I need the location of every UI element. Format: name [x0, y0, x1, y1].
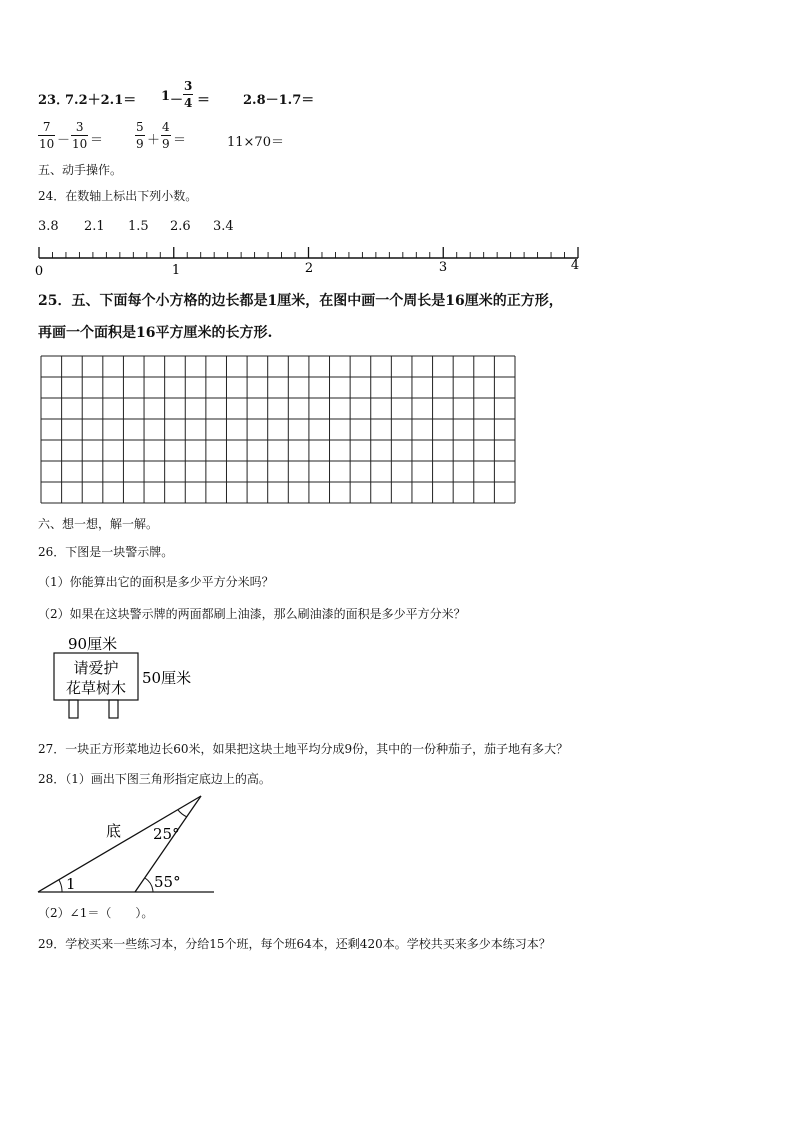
decimal-item: 3.4: [213, 219, 234, 234]
q23-expr-2-whole: 1: [161, 89, 171, 104]
q23-number: 23．: [38, 93, 70, 108]
axis-label-3: 3: [438, 260, 448, 275]
denominator: 10: [72, 137, 88, 151]
q23-expr-2-op: －: [170, 93, 184, 108]
q23-expr-4-fraction-2: [71, 120, 88, 151]
q24-prompt: 24．在数轴上标出下列小数。: [38, 189, 198, 203]
q23-expr-5-eq: ＝: [173, 133, 187, 148]
number-line[interactable]: [30, 240, 590, 280]
q29-prompt: 29．学校买来一些练习本，分给15个班，每个班64本，还剩420本。学校共买来多少本练习本？: [38, 937, 551, 951]
numerator: 5: [136, 120, 144, 134]
q23-expr-3: 2.8－1.7＝: [243, 93, 315, 108]
axis-label-4: 4: [570, 258, 580, 273]
decimal-item: 1.5: [128, 219, 149, 234]
warning-sign-figure: [50, 628, 210, 723]
angle-top-label: 25°: [153, 825, 180, 843]
sign-post-left: [69, 700, 78, 718]
decimal-item: 2.1: [84, 219, 105, 234]
q23-expr-2-fraction: [183, 79, 193, 110]
sign-width-label: 90厘米: [68, 635, 118, 653]
q26-sub-question-2: （2）如果在这块警示牌的两面都刷上油漆，那么刷油漆的面积是多少平方分米？: [38, 607, 466, 621]
sign-text-line-2: 花草树木: [65, 679, 127, 697]
angle-1-label: 1: [66, 875, 76, 893]
axis-label-0: 0: [34, 264, 44, 279]
q26-sub-question-1: （1）你能算出它的面积是多少平方分米吗？: [38, 575, 274, 589]
q23-expr-5-fraction-1: [135, 120, 145, 151]
section-5-heading: 五、动手操作。: [38, 163, 123, 177]
numerator: 4: [162, 120, 170, 134]
q27-prompt: 27．一块正方形菜地边长60米，如果把这块土地平均分成9份，其中的一份种茄子，茄子地有多大？: [38, 742, 569, 756]
q23-expr-4-op: －: [57, 133, 71, 148]
q23-expr-6: 11×70＝: [227, 135, 284, 150]
denominator: 9: [162, 137, 170, 151]
sign-text-line-1: 请爱护: [73, 659, 119, 677]
angle-55-arc: [145, 878, 153, 892]
q26-prompt: 26．下图是一块警示牌。: [38, 545, 174, 559]
numerator: 3: [184, 79, 193, 93]
drawing-grid[interactable]: [40, 355, 517, 505]
denominator: 4: [184, 96, 193, 110]
triangle-figure[interactable]: [34, 792, 224, 898]
section-6-heading: 六、想一想，解一解。: [38, 517, 159, 531]
q23-expr-5-fraction-2: [161, 120, 171, 151]
sign-height-label: 50厘米: [142, 669, 192, 687]
angle-25-arc: [178, 810, 187, 817]
denominator: 9: [136, 137, 144, 151]
q23-expr-4-eq: ＝: [90, 133, 104, 148]
triangle-base-label: 底: [106, 822, 122, 840]
q25-prompt-line-2: 再画一个面积是16平方厘米的长方形.: [38, 325, 273, 341]
q25-prompt-line-1: 25．五、下面每个小方格的边长都是1厘米，在图中画一个周长是16厘米的正方形，: [38, 293, 563, 309]
sign-post-right: [109, 700, 118, 718]
axis-label-1: 1: [171, 263, 181, 278]
decimal-item: 2.6: [170, 219, 191, 234]
denominator: 10: [39, 137, 55, 151]
q23-expr-5-op: ＋: [147, 133, 161, 148]
q23-expr-1: 7.2＋2.1＝: [65, 93, 137, 108]
q28-sub-question-2: （2）∠1＝（ ）。: [38, 906, 154, 920]
axis-label-2: 2: [304, 261, 314, 276]
q23-expr-4-fraction-1: [38, 120, 55, 151]
grid-lines: [41, 356, 515, 503]
angle-1-arc: [59, 880, 62, 892]
numerator: 3: [75, 120, 84, 134]
decimal-item: 3.8: [38, 219, 59, 234]
q28-prompt: 28．（1）画出下图三角形指定底边上的高。: [38, 772, 271, 786]
angle-bottom-label: 55°: [154, 873, 181, 891]
numerator: 7: [42, 120, 51, 134]
number-line-ticks: [39, 247, 578, 258]
q23-expr-2-eq: ＝: [197, 93, 211, 108]
